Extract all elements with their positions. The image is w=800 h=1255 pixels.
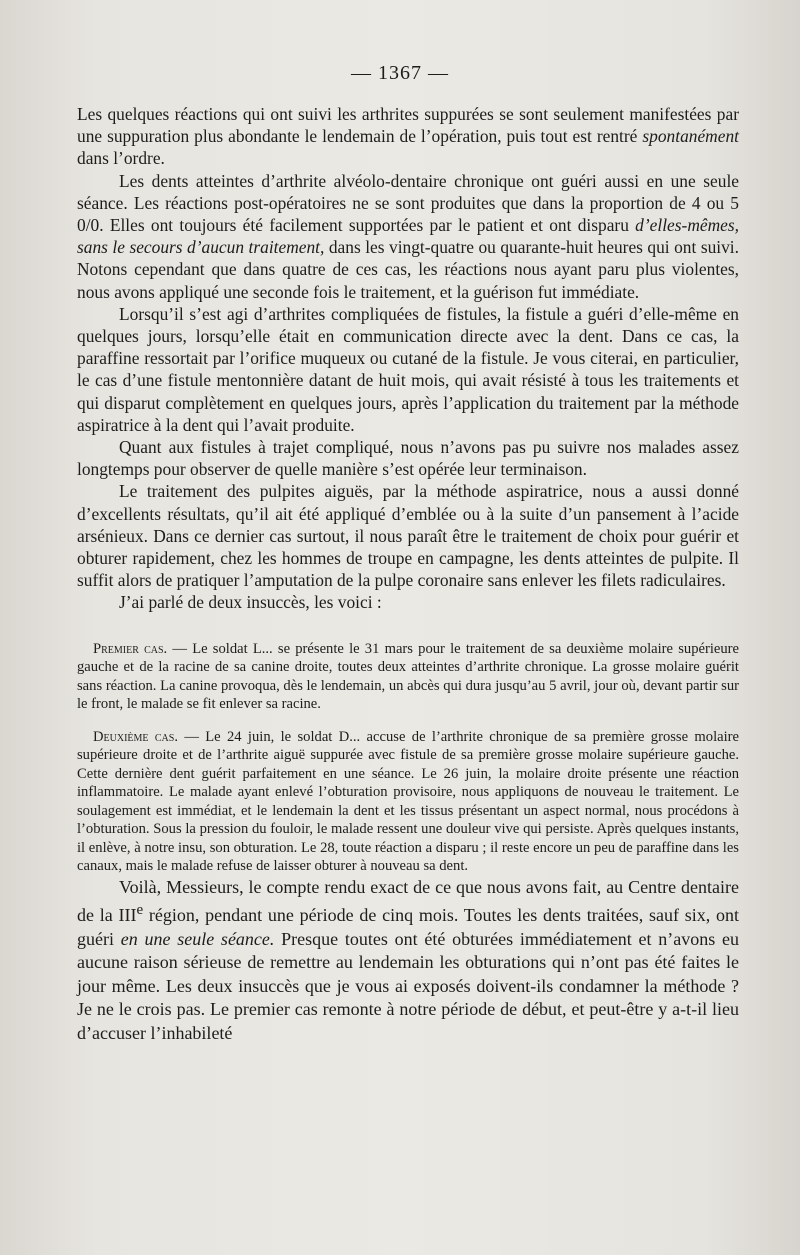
case-heading: Premier cas. (93, 640, 168, 657)
paragraph-arthrites-suppurees: Les quelques réactions qui ont suivi les arthrites suppurées se sont seulement manifestées par une suppuration plus abondante le lendemain de l’opération, puis tout est rentré spontanément dans l’ordre. (77, 104, 739, 169)
paragraph-insucces: J’ai parlé de deux insuccès, les voici : (119, 592, 382, 613)
paragraph-pulpites: Le traitement des pulpites aiguës, par la méthode aspiratrice, nous a aussi donné d’excellents résultats, qu’il ait été appliqué d’emblée ou à la suite d’un pansement à l’acide arsénieux. Dans ce dernier cas surtout, il nous paraît être le traitement de choix pour guérir et obturer rapidement, chez les hommes de troupe en campagne, les dents atteintes de pulpite. Il suffit alors de pratiquer l’amputation de la pulpe coronaire sans enlever les filets radiculaires. (77, 481, 739, 591)
paragraph-fistules-trajet: Quant aux fistules à trajet compliqué, nous n’avons pas pu suivre nos malades assez longtemps pour observer de quelle manière s’est opérée leur terminaison. (77, 437, 739, 480)
body-text (77, 103, 739, 1045)
paragraph-arthrite-chronique: Les dents atteintes d’arthrite alvéolo-dentaire chronique ont guéri aussi en une seule séance. Les réactions post-opératoires ne se sont produites que dans la proportion de 4 ou 5 0/0. Elles ont toujours été facilement supportées par le patient et ont disparu d’elles-mêmes, sans le secours d’aucun traitement, dans les vingt-quatre ou quarante-huit heures qui ont suivi. Notons cependant que dans quatre de ces cas, les réactions nous ayant paru plus violentes, nous avons appliqué une seconde fois le traitement, et la guérison fut immédiate. (77, 170, 739, 302)
case-report-1: Premier cas. — Le soldat L... se présente le 31 mars pour le traitement de sa deuxième molaire supérieure gauche et de la racine de sa canine droite, toutes deux atteintes d’arthrite chronique. La grosse molaire guérit sans réaction. La canine provoqua, dès le lendemain, un abcès qui dura jusqu’au 5 avril, jour où, devant partir sur le front, le malade se fit enlever sa racine. (77, 640, 739, 713)
paragraph-fistules: Lorsqu’il s’est agi d’arthrites compliquées de fistules, la fistule a guéri d’elle-même en quelques jours, lorsqu’elle était en communication directe avec la dent. Dans ce cas, la paraffine ressortait par l’orifice muqueux ou cutané de la fistule. Je vous citerai, en particulier, le cas d’une fistule mentonnière datant de huit mois, qui avait résisté à tous les traitements et qui disparut complètement en quelques jours, après l’application du traitement par la méthode aspiratrice à la dent qui l’avait produite. (77, 303, 739, 435)
page-number: — 1367 — (351, 62, 449, 84)
paragraph-conclusion: Voilà, Messieurs, le compte rendu exact de ce que nous avons fait, au Centre dentaire de la IIIe région, pendant une période de cinq mois. Toutes les dents traitées, sauf six, ont guéri en une seule séance. Presque toutes ont été obturées immédiatement et n’avons eu aucune raison sérieuse de remettre au lendemain les obturations qui n’ont pas été faites le jour même. Les deux insuccès que je vous ai exposés doivent-ils condamner la méthode ? Je ne le crois pas. Le premier cas remonte à notre période de début, et peut-être y a-t-il lieu d’accuser l’inhabileté (77, 876, 740, 1043)
emphasis: spontanément (642, 126, 739, 147)
case-report-2: Deuxième cas. — Le 24 juin, le soldat D... accuse de l’arthrite chronique de sa première grosse molaire supérieure droite et de l’arthrite aiguë suppurée avec fistule de sa première grosse molaire supérieure gauche. Cette dernière dent guérit parfaitement en une séance. Le 26 juin, la molaire droite présente une réaction inflammatoire. Le malade ayant enlevé l’obturation provisoire, nous appliquons de nouveau le traitement. Le soulagement est immédiat, et le lendemain la dent et les tissus présentant un aspect normal, nous procédons à l’obturation. Sous la pression du fouloir, le malade ressent une douleur vive qui persiste. Après quelques instants, il enlève, à notre insu, son obturation. Le 28, toute réaction a disparu ; il reste encore un peu de paraffine dans les canaux, mais le malade refuse de laisser obturer à nouveau sa dent. (77, 728, 739, 875)
emphasis: d’elles-mêmes, sans le secours d’aucun traitement, (77, 215, 739, 258)
emphasis: en une seule séance. (120, 928, 275, 949)
case-heading: Deuxième cas. (93, 728, 178, 745)
case-reports (77, 640, 739, 876)
